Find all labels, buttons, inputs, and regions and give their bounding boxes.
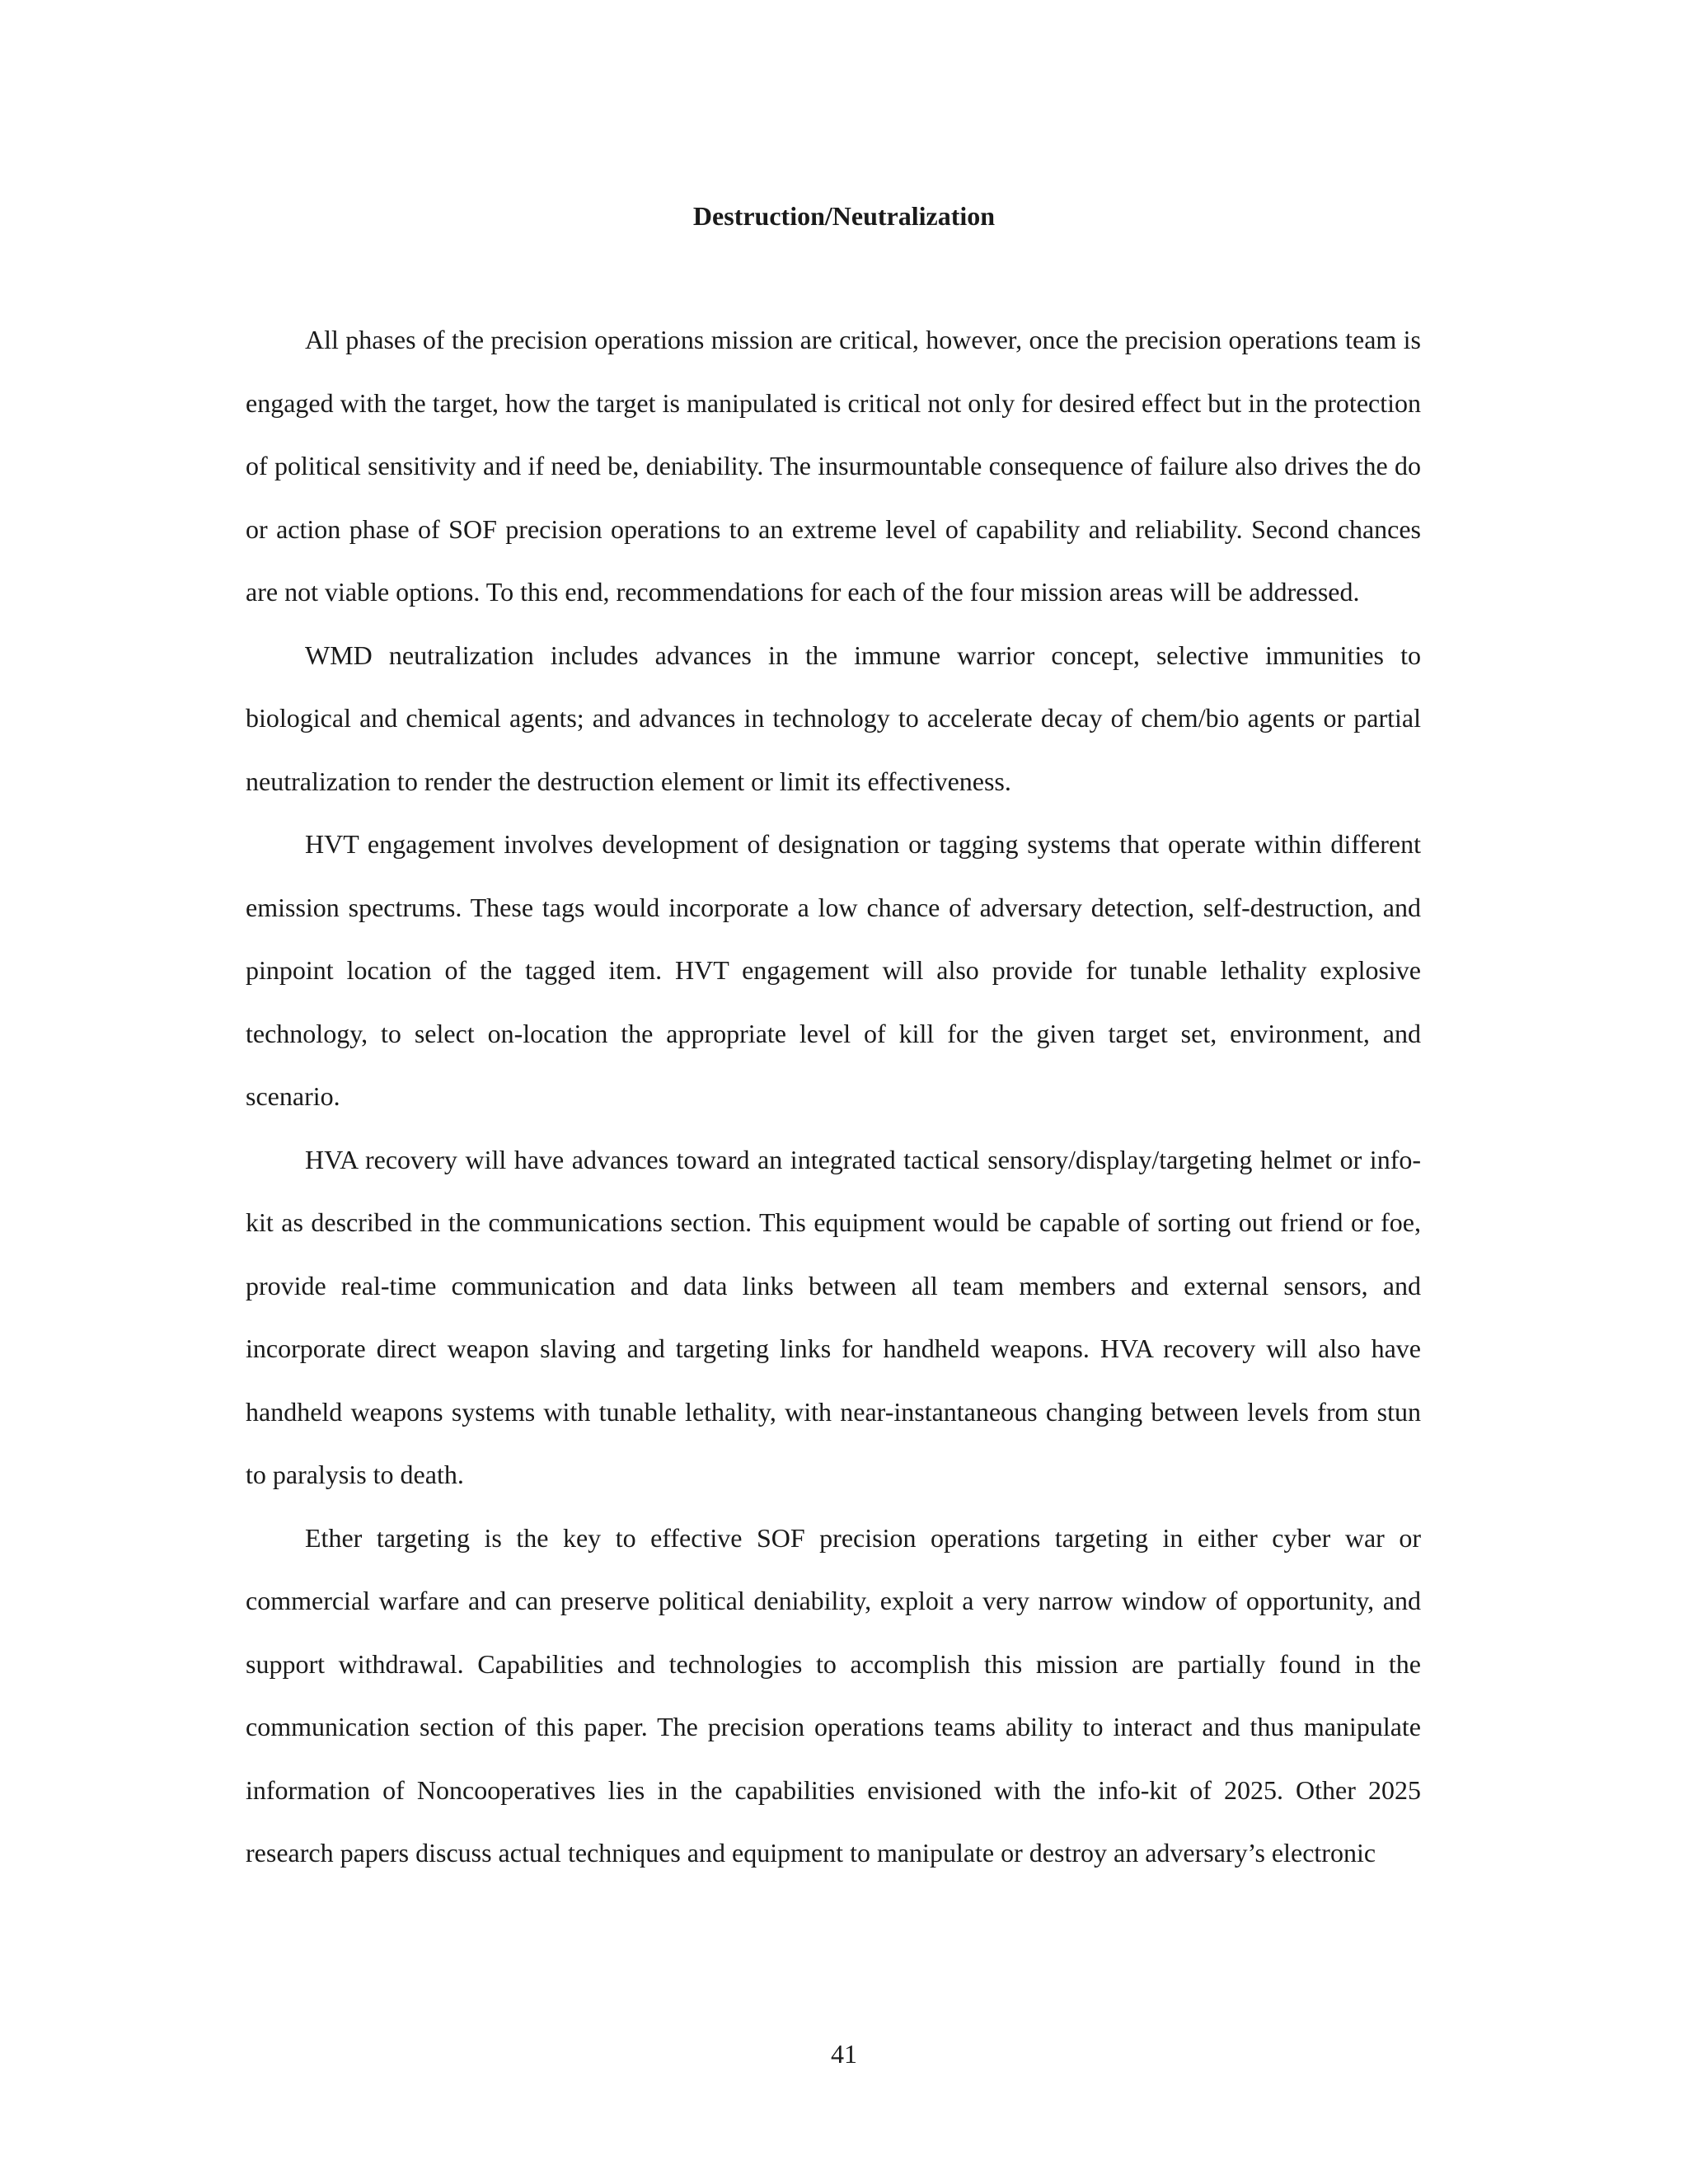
- page-number: 41: [831, 2039, 857, 2069]
- paragraph-wmd-neutralization: WMD neutralization includes advances in the immune warrior concept, selective immunities to biological and chemical agents; and advances in technology to accelerate decay of chem/bio agents or partial neutralization to render the destruction element or limit its effectiveness.: [246, 640, 1421, 796]
- body-text: [246, 308, 1421, 1885]
- paragraph-overview: All phases of the precision operations mission are critical, however, once the precision operations team is engaged with the target, how the target is manipulated is critical not only for desired effect but in the protection of political sensitivity and if need be, deniability. The insurmountable consequence of failure also drives the do or action phase of SOF precision operations to an extreme level of capability and reliability. Second chances are not viable options. To this end, recommendations for each of the four mission areas will be addressed.: [246, 325, 1421, 607]
- paragraph-hvt-engagement: HVT engagement involves development of designation or tagging systems that operate within different emission spectrums. These tags would incorporate a low chance of adversary detection, self-destruction, and pinpoint location of the tagged item. HVT engagement will also provide for tunable lethality explosive technology, to select on-location the appropriate level of kill for the given target set, environment, and scenario.: [246, 829, 1421, 1111]
- paragraph-hva-recovery: HVA recovery will have advances toward an integrated tactical sensory/display/targeting helmet or info-kit as described in the communications section. This equipment would be capable of sorting out friend or foe, provide real-time communication and data links between all team members and external sensors, and incorporate direct weapon slaving and targeting links for handheld weapons. HVA recovery will also have handheld weapons systems with tunable lethality, with near-instantaneous changing between levels from stun to paralysis to death.: [246, 1144, 1421, 1489]
- section-heading: Destruction/Neutralization: [692, 201, 996, 231]
- paragraph-ether-targeting: Ether targeting is the key to effective SOF precision operations targeting in either cyber war or commercial warfare and can preserve political deniability, exploit a very narrow window of opportunity, and support withdrawal. Capabilities and technologies to accomplish this mission are partially found in the communication section of this paper. The precision operations teams ability to interact and thus manipulate information of Noncooperatives lies in the capabilities envisioned with the info-kit of 2025. Other 2025 research papers discuss actual techniques and equipment to manipulate or destroy an adversary’s electronic: [246, 1522, 1421, 1868]
